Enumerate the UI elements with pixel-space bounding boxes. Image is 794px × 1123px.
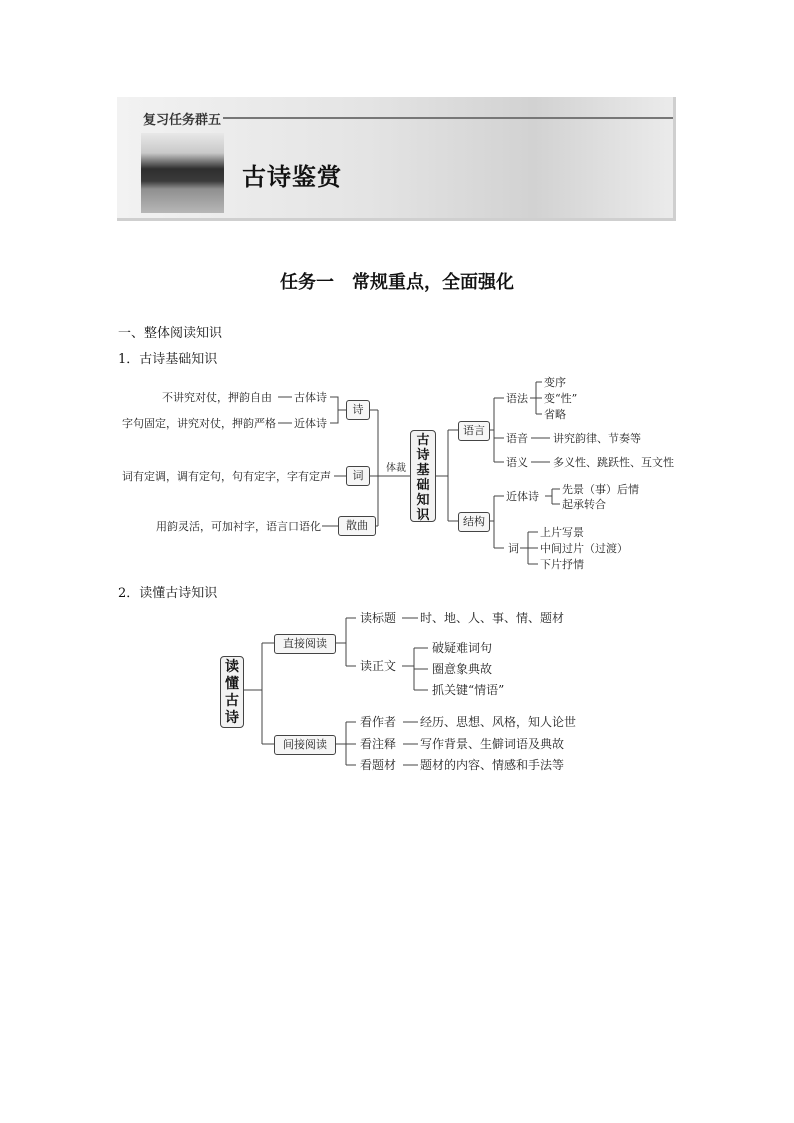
- gutishi-description: 不讲究对仗，押韵自由: [162, 391, 272, 404]
- jiegou-box: 结构: [458, 512, 490, 532]
- center-char: 古: [225, 693, 239, 709]
- banner-subtitle: 复习任务群五: [143, 113, 222, 128]
- kanzhushi-label: 看注释: [360, 737, 397, 751]
- yuyin-label: 语音: [506, 432, 528, 445]
- ci-structure-item: 中间过片（过渡）: [540, 542, 628, 555]
- sanqu-box: 散曲: [338, 516, 376, 536]
- gutishi-label: 古体诗: [294, 391, 327, 404]
- subheading-reading-knowledge: 2．读懂古诗知识: [118, 586, 218, 601]
- jintishi-structure-item: 先景（事）后情: [562, 483, 639, 496]
- center-char: 诗: [416, 448, 430, 463]
- jintishi-description: 字句固定，讲究对仗，押韵严格: [122, 417, 276, 430]
- banner-title: 古诗鉴赏: [242, 163, 342, 191]
- section-heading: 一、整体阅读知识: [118, 326, 223, 341]
- kanzuozhe-description: 经历、思想、风格，知人论世: [420, 715, 577, 729]
- sanqu-description: 用韵灵活，可加衬字，语言口语化: [156, 520, 321, 533]
- ci-box: 词: [346, 466, 370, 486]
- shi-box: 诗: [346, 400, 370, 420]
- kanticai-description: 题材的内容、情感和手法等: [420, 758, 565, 772]
- ci-structure-label: 词: [508, 542, 519, 555]
- dubiaoti-description: 时、地、人、事、情、题材: [420, 611, 565, 625]
- zhengwen-item: 破疑难词句: [432, 641, 493, 655]
- yuyin-description: 讲究韵律、节奏等: [553, 432, 641, 445]
- dubiaoti-label: 读标题: [360, 611, 397, 625]
- direct-reading-box: 直接阅读: [274, 634, 336, 654]
- kanticai-label: 看题材: [360, 758, 397, 772]
- ci-description: 词有定调，调有定句，句有定字，字有定声: [122, 470, 331, 483]
- center-box-reading: [220, 656, 244, 728]
- center-char: 识: [416, 508, 430, 523]
- jintishi-structure-item: 起承转合: [562, 498, 606, 511]
- center-char: 古: [416, 433, 430, 448]
- yufa-item: 变“性”: [544, 392, 578, 405]
- kanzhushi-description: 写作背景、生僻词语及典故: [420, 737, 565, 751]
- ci-structure-item: 上片写景: [540, 526, 584, 539]
- center-char: 读: [225, 659, 239, 675]
- center-char: 知: [416, 493, 430, 508]
- yuyi-description: 多义性、跳跃性、互文性: [553, 456, 674, 469]
- indirect-reading-box: 间接阅读: [274, 735, 336, 755]
- jintishi-structure-label: 近体诗: [506, 490, 539, 503]
- yuyi-label: 语义: [506, 456, 528, 469]
- yufa-label: 语法: [506, 392, 528, 405]
- zhengwen-item: 圈意象典故: [432, 662, 493, 676]
- center-char: 基: [416, 463, 430, 478]
- center-char: 懂: [225, 676, 239, 692]
- yufa-item: 变序: [544, 376, 566, 389]
- yufa-item: 省略: [544, 408, 566, 421]
- center-box-basic-knowledge: [410, 430, 436, 522]
- page-title: 任务一 常规重点，全面强化: [280, 272, 514, 293]
- center-char: 础: [416, 478, 430, 493]
- zhengwen-item: 抓关键“情语”: [432, 683, 505, 697]
- center-char: 诗: [225, 710, 239, 726]
- ticai-label: 体裁: [386, 463, 406, 474]
- subheading-basic-knowledge: 1．古诗基础知识: [118, 352, 218, 367]
- kanzuozhe-label: 看作者: [360, 715, 397, 729]
- jintishi-label: 近体诗: [294, 417, 327, 430]
- ci-structure-item: 下片抒情: [540, 558, 584, 571]
- yuyan-box: 语言: [458, 421, 490, 441]
- duzhengwen-label: 读正文: [360, 659, 397, 673]
